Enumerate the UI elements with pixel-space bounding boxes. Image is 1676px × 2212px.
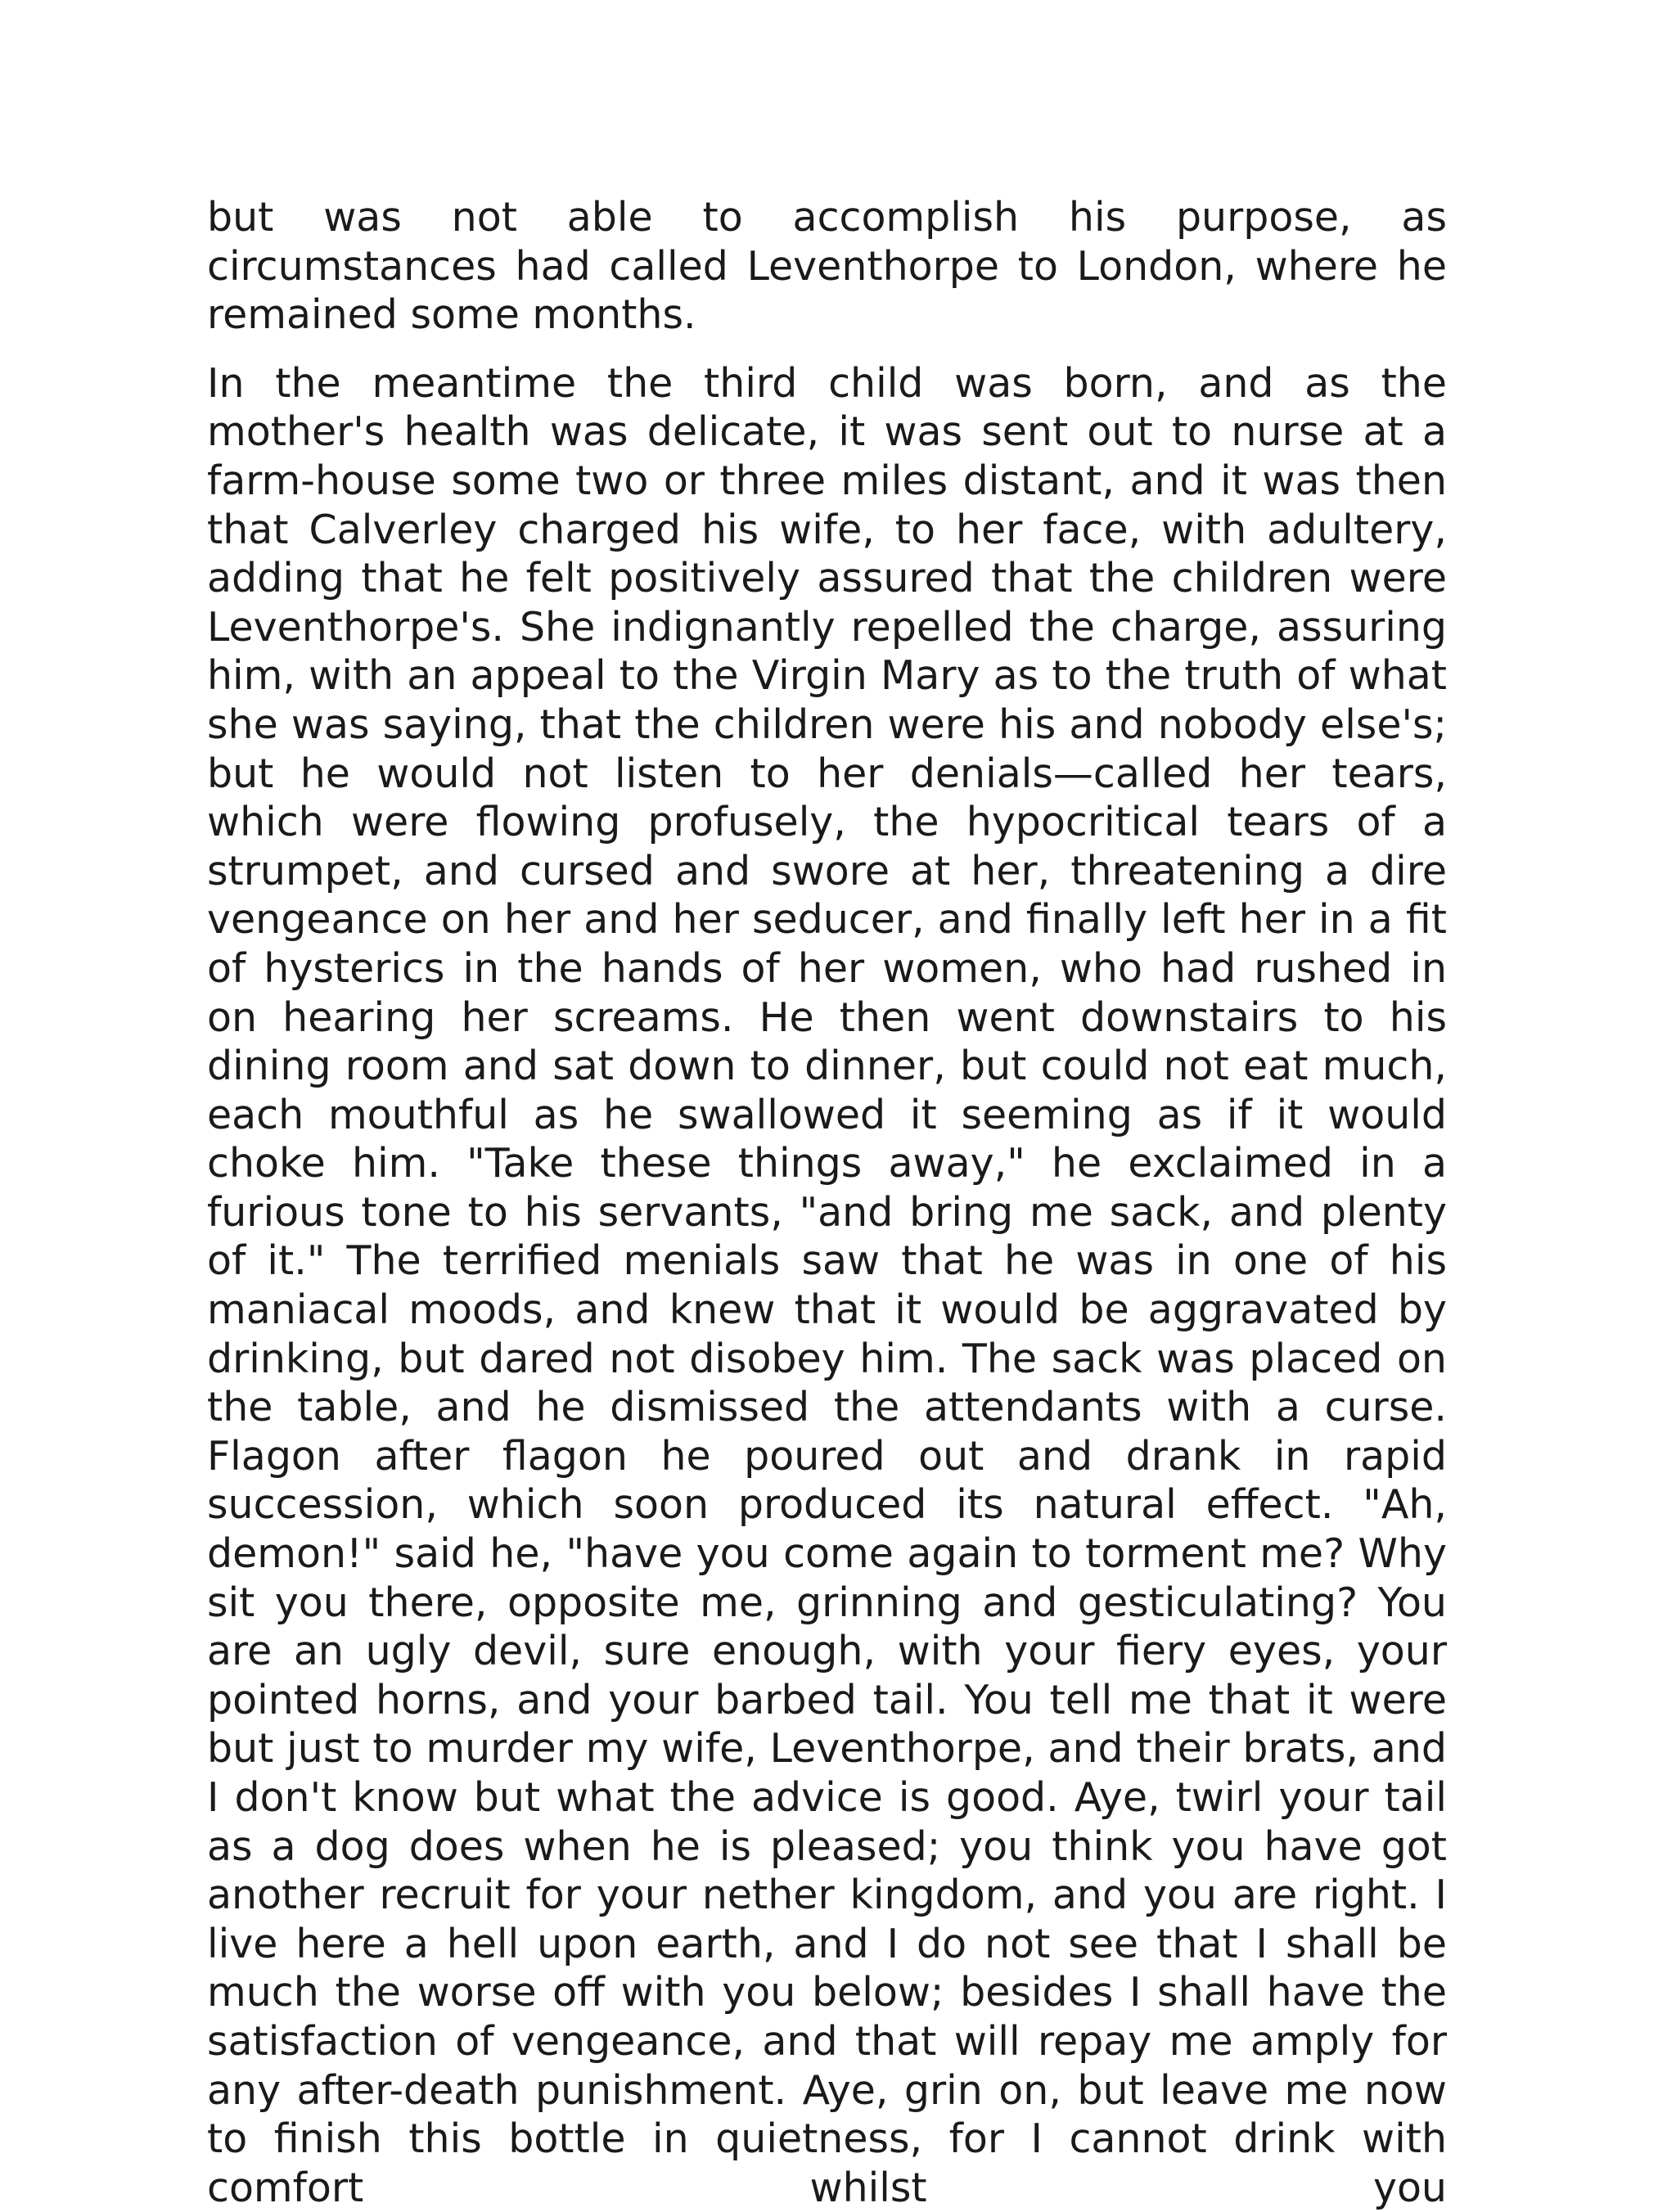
document-page [207,193,1447,2212]
paragraph-main: In the meantime the third child was born, and as the mother's health was delicate, it was sent out to nurse at a farm-house some two or three miles distant, and it was then that Calverley charged his wife, to her face, with adultery, adding that he felt positively assured that the children were Leventhorpe's. She indignantly repelled the charge, assuring him, with an appeal to the Virgin Mary as to the truth of what she was saying, that the children were his and nobody else's; but he would not listen to her denials—called her tears, which were flowing profusely, the hypocritical tears of a strumpet, and cursed and swore at her, threatening a dire vengeance on her and her seducer, and finally left her in a fit of hysterics in the hands of her women, who had rushed in on hearing her screams. He then went downstairs to his dining room and sat down to dinner, but could not eat much, each mouthful as he swallowed it seeming as if it would choke him. "Take these things away," he exclaimed in a furious tone to his servants, "and bring me sack, and plenty of it." The terrified menials saw that he was in one of his maniacal moods, and knew that it would be aggravated by drinking, but dared not disobey him. The sack was placed on the table, and he dismissed the attendants with a curse. Flagon after flagon he poured out and drank in rapid succession, which soon produced its natural effect. "Ah, demon!" said he, "have you come again to torment me? Why sit you there, opposite me, grinning and gesticulating? You are an ugly devil, sure enough, with your fiery eyes, your pointed horns, and your barbed tail. You tell me that it were but just to murder my wife, Leventhorpe, and their brats, and I don't know but what the advice is good. Aye, twirl your tail as a dog does when he is pleased; you think you have got another recruit for your nether kingdom, and you are right. I live here a hell upon earth, and I do not see that I shall be much the worse off with you below; besides I shall have the satisfaction of vengeance, and that will repay me amply for any after-death punishment. Aye, grin on, but leave me now to finish this bottle in quietness, for I cannot drink with comfort whilst you [207,359,1447,2211]
paragraph-continuation: but was not able to accomplish his purpose, as circumstances had called Leventhorpe to London, where he remained some months. [207,194,1447,339]
